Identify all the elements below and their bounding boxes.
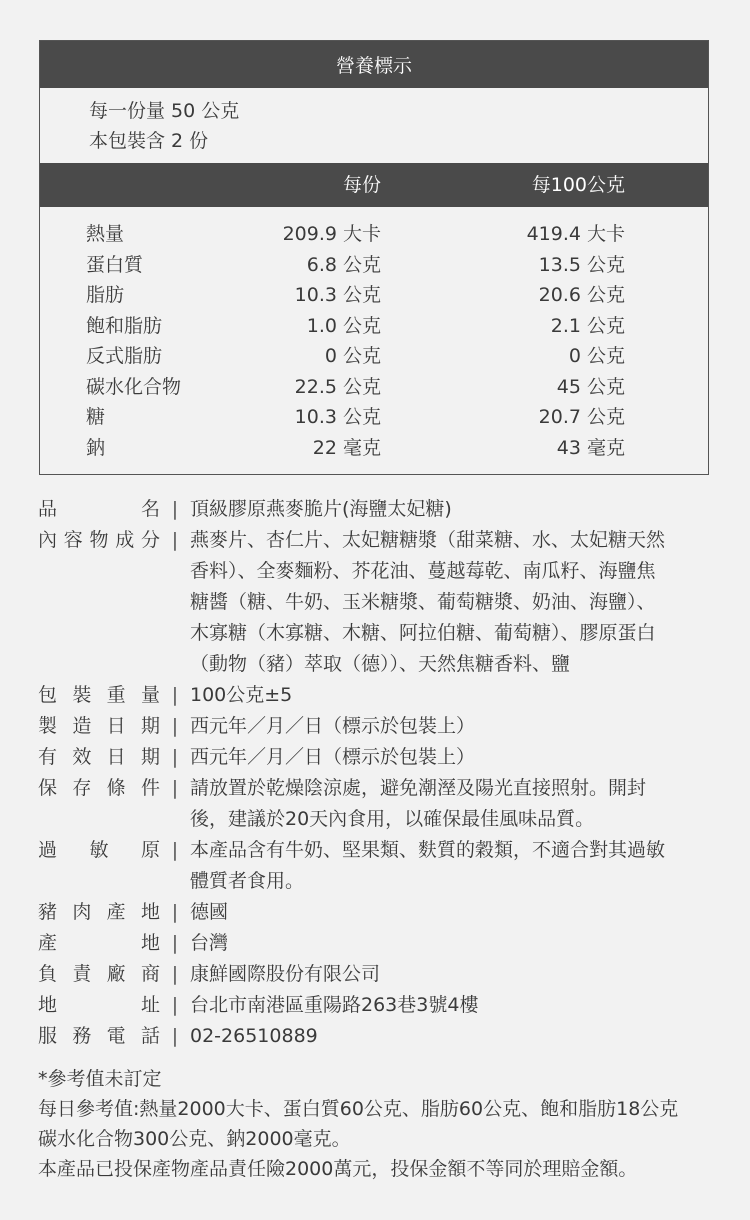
nutrient-name: 飽和脂肪 [86,314,163,337]
per-100g-value: 43 毫克 [556,436,625,459]
info-label-char: 豬 [38,901,58,923]
info-label-char: 包 [38,684,58,706]
note-daily-reference-cont: 碳水化合物300公克、鈉2000毫克。 [38,1128,351,1150]
info-label [38,928,160,959]
info-label-char: 地 [140,901,160,923]
nutrient-name: 鈉 [86,436,106,459]
per-100g-value: 2.1 公克 [550,314,625,337]
info-label-char: 日 [106,715,126,737]
info-label-char: 分 [140,529,160,551]
nutrient-name: 反式脂肪 [86,345,163,367]
per-serving-value: 10.3 公克 [294,406,381,428]
per-serving-value: 6.8 公克 [306,253,381,276]
info-row [38,680,713,711]
info-label [38,742,160,773]
servings-per-pack: 本包裝含 2 份 [89,130,209,152]
per-100g-value: 20.7 公克 [538,406,625,428]
info-label-char: 電 [106,1025,126,1047]
info-label-char: 容 [63,529,83,551]
info-label-char: 責 [72,963,92,985]
info-row [38,773,713,835]
info-row [38,742,713,773]
info-label-char: 過 [38,839,58,861]
info-label-char: 產 [38,932,58,954]
info-label-char: 地 [38,994,58,1016]
info-label-char: 肉 [72,901,92,923]
info-label [38,525,160,680]
nutrition-title: 營養標示 [40,41,708,88]
info-label-char: 址 [140,994,160,1016]
info-label [38,773,160,835]
nutrient-name: 蛋白質 [86,253,144,276]
info-value: 台灣 [190,932,229,954]
nutrition-row [40,341,708,372]
info-separator: | [171,963,179,985]
nutrient-name: 熱量 [86,223,125,245]
info-label [38,680,160,711]
nutrient-name: 糖 [86,406,106,428]
info-label-char: 重 [106,684,126,706]
info-label-char: 品 [38,498,58,520]
column-per-serving: 每份 [342,174,381,196]
info-separator: | [171,901,179,923]
info-label-char: 內 [38,529,58,551]
per-serving-value: 22.5 公克 [294,375,381,398]
info-label-char: 存 [72,777,92,799]
info-label [38,959,160,990]
info-label-char: 有 [38,746,58,768]
info-label [38,990,160,1021]
info-separator: | [171,777,179,799]
per-serving-value: 1.0 公克 [306,314,381,337]
info-value: 本產品含有牛奶、堅果類、麩質的穀類，不適合對其過敏 體質者食用。 [190,839,666,892]
per-100g-value: 45 公克 [556,375,625,398]
info-label-char: 保 [38,777,58,799]
info-value: 頂級膠原燕麥脆片(海鹽太妃糖) [190,498,452,520]
per-serving-value: 0 公克 [324,345,381,367]
info-label-char: 條 [106,777,126,799]
info-value: 02-26510889 [190,1025,318,1047]
nutrition-row [40,402,708,433]
info-value: 西元年／月／日（標示於包裝上） [190,746,476,768]
note-daily-reference: 每日參考值:熱量2000大卡、蛋白質60公克、脂肪60公克、飽和脂肪18公克 [38,1098,679,1120]
nutrition-row [40,280,708,311]
info-label-char: 務 [72,1025,92,1047]
info-row [38,959,713,990]
info-separator: | [171,932,179,954]
info-row [38,990,713,1021]
info-value: 台北市南港區重陽路263巷3號4樓 [190,994,479,1016]
info-label-char: 地 [140,932,160,954]
info-label [38,711,160,742]
nutrition-facts-panel [39,40,709,475]
info-label [38,1021,160,1052]
nutrition-row [40,219,708,250]
info-label-char: 物 [89,529,109,551]
nutrient-name: 碳水化合物 [86,375,182,398]
per-serving-value: 10.3 公克 [294,284,381,306]
info-label-char: 量 [140,684,160,706]
info-label-char: 製 [38,715,58,737]
notes [38,1064,718,1184]
info-label-char: 服 [38,1025,58,1047]
info-label-char: 成 [115,529,135,551]
info-label-char: 件 [140,777,160,799]
info-label-char: 裝 [72,684,92,706]
info-label [38,494,160,525]
info-label-char: 話 [140,1025,160,1047]
info-label-char: 日 [106,746,126,768]
info-separator: | [171,498,179,520]
info-label-char: 負 [38,963,58,985]
info-label [38,897,160,928]
info-row [38,835,713,897]
note-insurance: 本產品已投保產物產品責任險2000萬元，投保金額不等同於理賠金額。 [38,1158,638,1180]
note-reference-undetermined: *參考值未訂定 [38,1068,162,1090]
per-100g-value: 13.5 公克 [538,253,625,276]
info-separator: | [171,684,179,706]
column-per-100g: 每100公克 [531,174,625,196]
nutrition-row [40,311,708,342]
info-label-char: 效 [72,746,92,768]
info-value: 燕麥片、杏仁片、太妃糖糖漿（甜菜糖、水、太妃糖天然 香料）、全麥麵粉、芥花油、蔓越莓乾、南瓜籽、海鹽焦 糖醬（糖、牛奶、玉米糖漿、葡萄糖漿、奶油、海鹽）、 木寡糖（木寡糖、木糖、阿拉伯糖、葡萄糖）、膠原蛋白 （動物（豬）萃取（德））、天然焦糖香料、鹽 [190,529,666,675]
info-separator: | [171,746,179,768]
info-value: 康鮮國際股份有限公司 [190,963,381,985]
nutrition-column-header [40,163,708,207]
info-row [38,928,713,959]
nutrient-name: 脂肪 [86,284,125,306]
per-100g-value: 20.6 公克 [538,284,625,306]
nutrition-row [40,250,708,281]
info-value: 請放置於乾燥陰涼處，避免潮溼及陽光直接照射。開封 後，建議於20天內食用，以確保最佳風味品質。 [190,777,647,830]
info-row [38,711,713,742]
info-separator: | [171,715,179,737]
info-label-char: 商 [140,963,160,985]
per-serving-value: 22 毫克 [312,436,381,459]
info-label-char: 造 [72,715,92,737]
nutrition-rows [40,207,708,463]
per-100g-value: 0 公克 [568,345,625,367]
serving-info [40,88,708,163]
info-label [38,835,160,897]
info-value: 100公克±5 [190,684,293,706]
info-separator: | [171,1025,179,1047]
info-value: 德國 [190,901,229,923]
info-label-char: 期 [140,746,160,768]
info-row [38,1021,713,1052]
product-info-list [38,494,713,1052]
info-row [38,494,713,525]
info-row [38,897,713,928]
info-separator: | [171,529,179,551]
info-label-char: 敏 [89,839,109,861]
info-label-char: 原 [140,839,160,861]
info-label-char: 廠 [106,963,126,985]
info-label-char: 產 [106,901,126,923]
per-serving-value: 209.9 大卡 [282,223,381,245]
per-100g-value: 419.4 大卡 [526,223,625,245]
info-separator: | [171,994,179,1016]
info-label-char: 名 [140,498,160,520]
info-label-char: 期 [140,715,160,737]
info-row [38,525,713,680]
info-separator: | [171,839,179,861]
info-value: 西元年／月／日（標示於包裝上） [190,715,476,737]
nutrition-row [40,372,708,403]
serving-size: 每一份量 50 公克 [89,100,240,122]
nutrition-row [40,433,708,464]
